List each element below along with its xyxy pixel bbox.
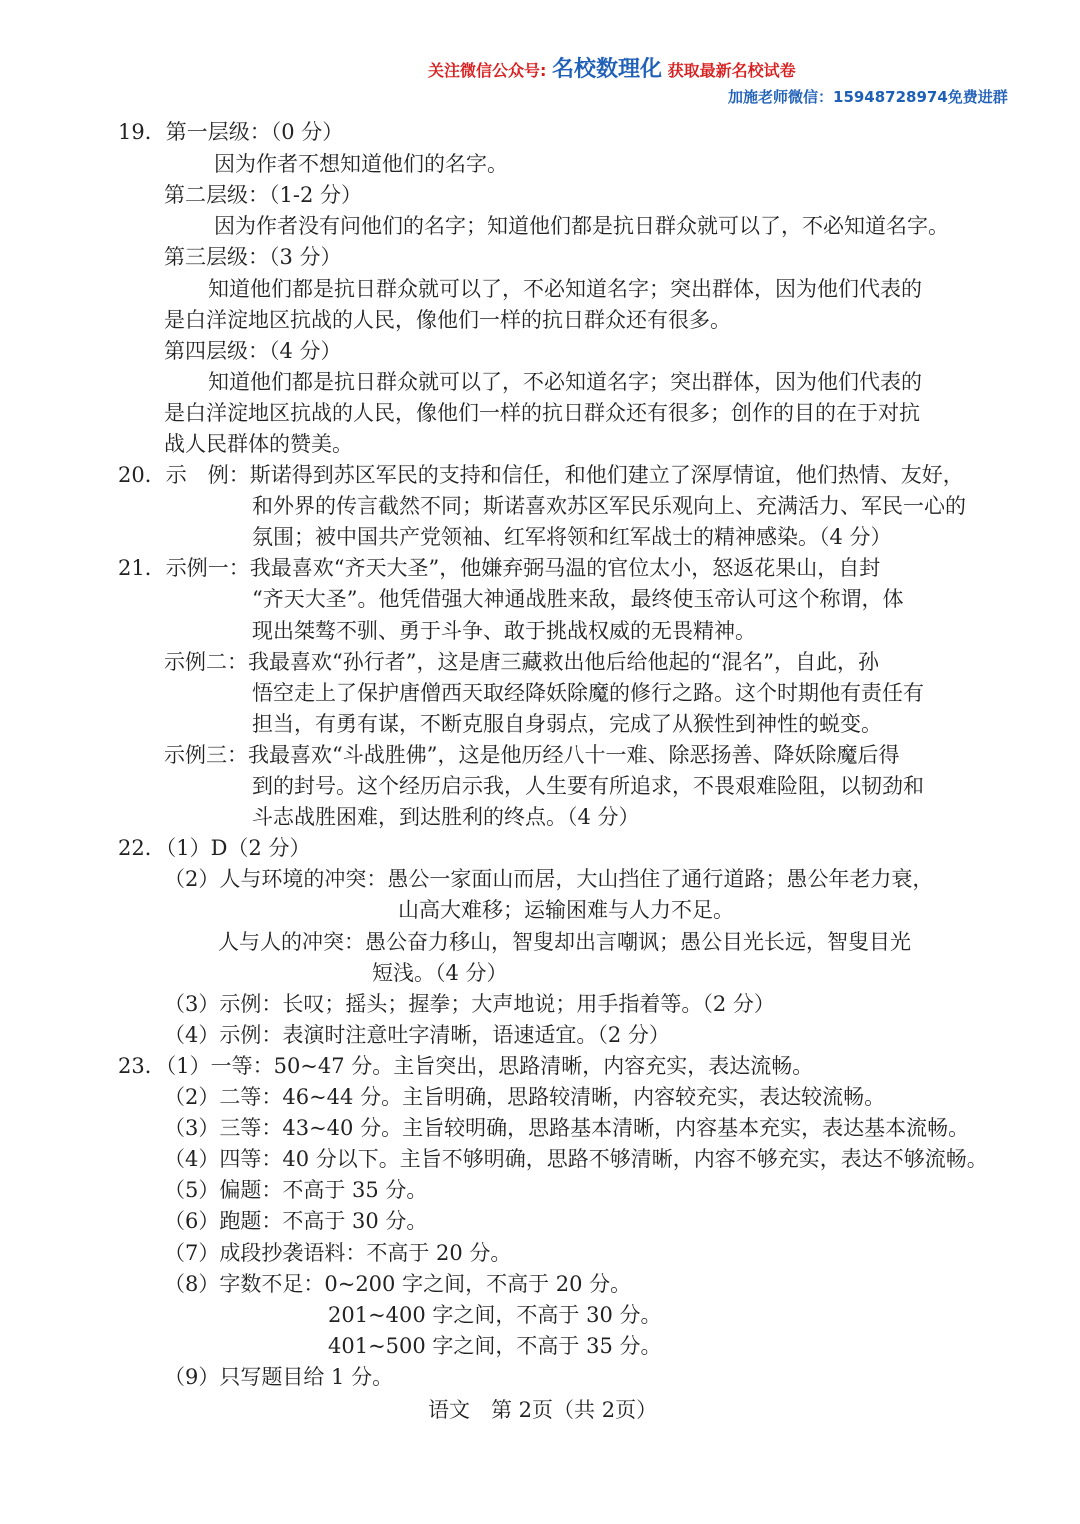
q19-level1-answer: 因为作者不想知道他们的名字。 (214, 152, 508, 176)
q23-plagiarism: （7）成段抄袭语料：不高于 20 分。 (164, 1241, 512, 1265)
q23-grade2: （2）二等：46~44 分。主旨明确，思路较清晰，内容较充实，表达较流畅。 (164, 1085, 886, 1109)
teacher-wechat: 加施老师微信：15948728974免费进群 (728, 88, 1008, 106)
q21-example2-line3: 担当，有勇有谋，不断克服自身弱点，完成了从猴性到神性的蜕变。 (252, 712, 882, 736)
q21-example2-line2: 悟空走上了保护唐僧西天取经降妖除魔的修行之路。这个时期他有责任有 (252, 681, 924, 705)
q19-level3-heading: 第三层级：（3 分） (164, 245, 342, 269)
q22-part2-line1: （2）人与环境的冲突：愚公一家面山而居，大山挡住了通行道路；愚公年老力衰， (164, 867, 934, 891)
page-footer: 语文 第 2页（共 2页） (428, 1398, 658, 1422)
q19-level2-heading: 第二层级：（1-2 分） (164, 183, 362, 207)
q21-example2-line1: 示例二：我最喜欢“孙行者”，这是唐三藏救出他后给他起的“混名”，自此，孙 (164, 650, 879, 674)
q22-part4: （4）示例：表演时注意吐字清晰，语速适宜。（2 分） (164, 1023, 670, 1047)
q23-off-topic: （5）偏题：不高于 35 分。 (164, 1178, 428, 1202)
q23-word-count-line3: 401~500 字之间，不高于 35 分。 (328, 1334, 662, 1358)
q19-level4-answer-line3: 战人民群体的赞美。 (164, 432, 353, 456)
q22-part2-line3: 人与人的冲突：愚公奋力移山，智叟却出言嘲讽；愚公目光长远，智叟目光 (218, 930, 911, 954)
q21-example3-line1: 示例三：我最喜欢“斗战胜佛”，这是他历经八十一难、除恶扬善、降妖除魔后得 (164, 743, 900, 767)
notice-prefix: 关注微信公众号: (428, 61, 547, 80)
q23-grade1: 23．（1）一等：50~47 分。主旨突出，思路清晰，内容充实，表达流畅。 (118, 1054, 814, 1078)
q20-line3: 氛围；被中国共产党领袖、红军将领和红军战士的精神感染。（4 分） (252, 525, 892, 549)
q19-level4-heading: 第四层级：（4 分） (164, 339, 342, 363)
q19-heading: 19．第一层级：（0 分） (118, 120, 344, 144)
q20-line1: 20．示 例：斯诺得到苏区军民的支持和信任，和他们建立了深厚情谊，他们热情、友好， (118, 463, 964, 487)
q21-example1-line2: “齐天大圣”。他凭借强大神通战胜来敌，最终使玉帝认可这个称谓，体 (252, 587, 904, 611)
q20-line2: 和外界的传言截然不同；斯诺喜欢苏区军民乐观向上、充满活力、军民一心的 (252, 494, 966, 518)
q22-part2-line4: 短浅。（4 分） (372, 961, 508, 985)
q22-part1: 22．（1）D（2 分） (118, 836, 311, 860)
q23-word-count-line1: （8）字数不足：0~200 字之间，不高于 20 分。 (164, 1272, 632, 1296)
brand-name: 名校数理化 (551, 57, 662, 82)
q21-example3-line3: 斗志战胜困难，到达胜利的终点。（4 分） (252, 805, 640, 829)
q21-example1-line3: 现出桀骜不驯、勇于斗争、敢于挑战权威的无畏精神。 (252, 619, 756, 643)
q21-example3-line2: 到的封号。这个经历启示我，人生要有所追求，不畏艰难险阻，以韧劲和 (252, 774, 924, 798)
q19-level4-answer-line2: 是白洋淀地区抗战的人民，像他们一样的抗日群众还有很多；创作的目的在于对抗 (164, 401, 920, 425)
q19-level4-answer-line1: 知道他们都是抗日群众就可以了，不必知道名字；突出群体，因为他们代表的 (208, 370, 922, 394)
wechat-notice (428, 52, 796, 83)
q19-level3-answer-line1: 知道他们都是抗日群众就可以了，不必知道名字；突出群体，因为他们代表的 (208, 277, 922, 301)
q19-level2-answer: 因为作者没有问他们的名字；知道他们都是抗日群众就可以了，不必知道名字。 (214, 214, 949, 238)
q21-example1-line1: 21．示例一：我最喜欢“齐天大圣”，他嫌弃弼马温的官位太小，怒返花果山，自封 (118, 556, 881, 580)
q23-word-count-line2: 201~400 字之间，不高于 30 分。 (328, 1303, 662, 1327)
notice-suffix: 获取最新名校试卷 (667, 61, 796, 80)
q23-grade4: （4）四等：40 分以下。主旨不够明确，思路不够清晰，内容不够充实，表达不够流畅。 (164, 1147, 988, 1171)
q22-part2-line2: 山高大难移；运输困难与人力不足。 (398, 898, 734, 922)
q23-title-only: （9）只写题目给 1 分。 (164, 1365, 394, 1389)
q23-wrong-topic: （6）跑题：不高于 30 分。 (164, 1209, 428, 1233)
q19-level3-answer-line2: 是白洋淀地区抗战的人民，像他们一样的抗日群众还有很多。 (164, 308, 731, 332)
q22-part3: （3）示例：长叹；摇头；握拳；大声地说；用手指着等。（2 分） (164, 992, 775, 1016)
q23-grade3: （3）三等：43~40 分。主旨较明确，思路基本清晰，内容基本充实，表达基本流畅。 (164, 1116, 970, 1140)
